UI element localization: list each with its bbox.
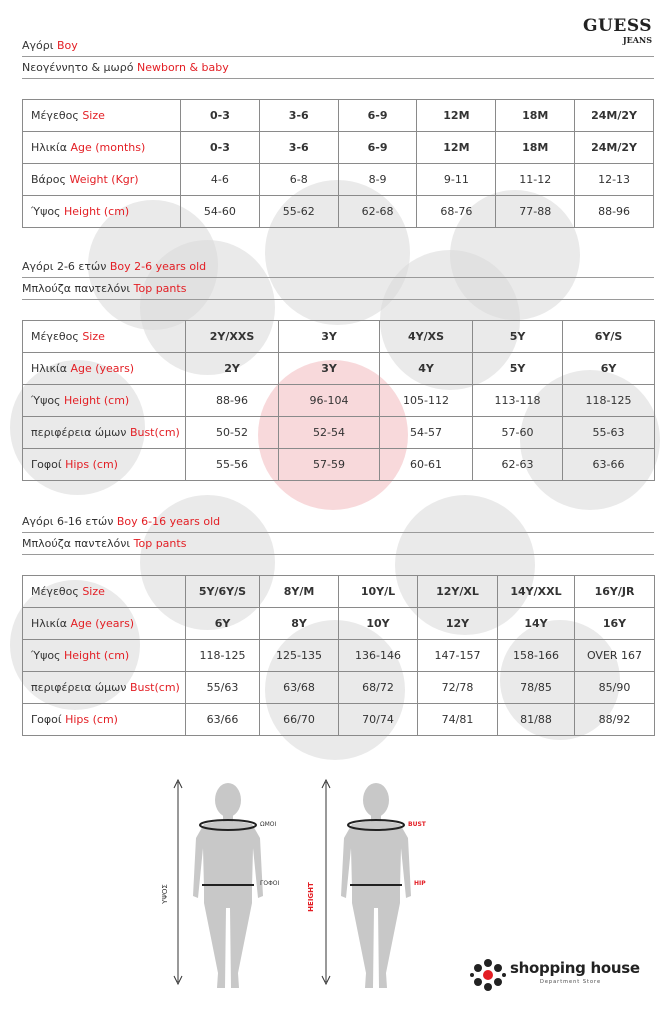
row-label	[23, 640, 186, 672]
table-cell: 68-76	[417, 196, 496, 228]
table-cell: 5Y/6Y/S	[186, 576, 260, 608]
table-cell: 63-66	[563, 449, 655, 481]
row-label-en: Height (cm)	[64, 394, 130, 407]
right-height-label: HEIGHT	[306, 882, 315, 912]
section3-subtitle	[22, 534, 654, 555]
table-cell: OVER 167	[575, 640, 655, 672]
row-label	[23, 100, 181, 132]
row-label-gr: Ηλικία	[31, 141, 71, 154]
table-cell: 8Y/M	[260, 576, 339, 608]
section1-subtitle	[22, 58, 654, 79]
table-row	[23, 196, 654, 228]
table-cell: 68/72	[339, 672, 418, 704]
flower-logo-icon	[468, 955, 508, 995]
table-cell: 66/70	[260, 704, 339, 736]
section2-subtitle	[22, 279, 654, 300]
table-cell: 9-11	[417, 164, 496, 196]
table-cell: 6Y/S	[563, 321, 655, 353]
table-cell: 74/81	[418, 704, 498, 736]
row-label-gr: Μέγεθος	[31, 109, 83, 122]
row-label-gr: Γοφοί	[31, 713, 66, 726]
table-cell: 12Y	[418, 608, 498, 640]
table-cell: 14Y	[498, 608, 575, 640]
table-cell: 62-68	[338, 196, 417, 228]
table-cell: 3Y	[279, 353, 380, 385]
table-cell: 62-63	[473, 449, 563, 481]
table-cell: 57-59	[279, 449, 380, 481]
row-label-gr: Βάρος	[31, 173, 70, 186]
table-cell: 16Y	[575, 608, 655, 640]
table-cell: 105-112	[380, 385, 473, 417]
row-label-gr: περιφέρεια ώμων	[31, 426, 130, 439]
row-label	[23, 704, 186, 736]
table-cell: 2Y/XXS	[186, 321, 279, 353]
section2-title	[22, 257, 654, 278]
section3-title-en: Boy 6-16 years old	[116, 515, 221, 528]
table-cell: 54-60	[181, 196, 260, 228]
table-cell: 88/92	[575, 704, 655, 736]
row-label	[23, 132, 181, 164]
right-hip-label: HIP	[414, 880, 426, 887]
left-bust-label: ΩΜΟΙ	[260, 821, 277, 828]
table-row	[23, 672, 655, 704]
table-cell: 10Y	[339, 608, 418, 640]
table-cell: 60-61	[380, 449, 473, 481]
row-label	[23, 196, 181, 228]
table-cell: 16Y/JR	[575, 576, 655, 608]
table-cell: 6-8	[259, 164, 338, 196]
table-cell: 63/66	[186, 704, 260, 736]
row-label-gr: Ύψος	[31, 205, 65, 218]
table-cell: 57-60	[473, 417, 563, 449]
table-cell: 6Y	[563, 353, 655, 385]
table-cell: 0-3	[181, 100, 260, 132]
table-row	[23, 321, 655, 353]
table-cell: 96-104	[279, 385, 380, 417]
row-label-en: Hips (cm)	[65, 713, 118, 726]
table-cell: 52-54	[279, 417, 380, 449]
section2-subtitle-en: Top pants	[133, 282, 187, 295]
brand-sub: Department Store	[540, 979, 602, 985]
table-cell: 4-6	[181, 164, 260, 196]
row-label	[23, 321, 186, 353]
left-kid-figure	[174, 780, 263, 988]
table-cell: 54-57	[380, 417, 473, 449]
section1-title-en: Boy	[56, 39, 78, 52]
table-cell: 2Y	[186, 353, 279, 385]
table-cell: 5Y	[473, 321, 563, 353]
row-label	[23, 353, 186, 385]
table-cell: 12-13	[575, 164, 654, 196]
shopping-house-logo	[468, 955, 658, 995]
row-label-en: Size	[82, 330, 105, 343]
table-cell: 6-9	[338, 132, 417, 164]
table-cell: 8Y	[260, 608, 339, 640]
table-cell: 12M	[417, 100, 496, 132]
row-label-en: Height (cm)	[64, 205, 130, 218]
row-label-en: Age (years)	[70, 617, 135, 630]
logo-sub: JEANS	[622, 35, 652, 45]
table-cell: 18M	[496, 132, 575, 164]
table-cell: 78/85	[498, 672, 575, 704]
table-cell: 70/74	[339, 704, 418, 736]
row-label-gr: Γοφοί	[31, 458, 66, 471]
row-label-en: Size	[82, 109, 105, 122]
table-cell: 50-52	[186, 417, 279, 449]
size-table-6-16	[22, 575, 655, 736]
table-cell: 55/63	[186, 672, 260, 704]
row-label-en: Hips (cm)	[65, 458, 118, 471]
row-label	[23, 417, 186, 449]
row-label-en: Age (years)	[70, 362, 135, 375]
table-cell: 113-118	[473, 385, 563, 417]
logo-brand: GUESS	[583, 16, 652, 36]
table-cell: 18M	[496, 100, 575, 132]
row-label	[23, 164, 181, 196]
row-label-gr: Ηλικία	[31, 362, 71, 375]
table-row	[23, 640, 655, 672]
table-cell: 147-157	[418, 640, 498, 672]
size-table-2-6	[22, 320, 655, 481]
table-cell: 4Y/XS	[380, 321, 473, 353]
table-cell: 88-96	[186, 385, 279, 417]
row-label-en: Bust(cm)	[129, 681, 180, 694]
table-cell: 63/68	[260, 672, 339, 704]
table-cell: 88-96	[575, 196, 654, 228]
table-cell: 10Y/L	[339, 576, 418, 608]
section1-title-gr: Αγόρι	[22, 39, 57, 52]
table-row	[23, 132, 654, 164]
table-row	[23, 385, 655, 417]
table-cell: 14Y/XXL	[498, 576, 575, 608]
row-label-gr: Μέγεθος	[31, 585, 83, 598]
table-cell: 3Y	[279, 321, 380, 353]
table-cell: 4Y	[380, 353, 473, 385]
left-hip-label: ΓΟΦΟΙ	[260, 880, 280, 887]
table-cell: 24M/2Y	[575, 132, 654, 164]
table-cell: 136-146	[339, 640, 418, 672]
row-label	[23, 385, 186, 417]
table-cell: 3-6	[259, 100, 338, 132]
section1-title	[22, 36, 654, 57]
table-cell: 85/90	[575, 672, 655, 704]
table-row	[23, 449, 655, 481]
section3-title-gr: Αγόρι 6-16 ετών	[22, 515, 117, 528]
row-label-en: Weight (Kgr)	[69, 173, 139, 186]
right-bust-label: BUST	[408, 821, 426, 828]
table-cell: 118-125	[186, 640, 260, 672]
row-label-gr: Ύψος	[31, 649, 65, 662]
section3-title	[22, 512, 654, 533]
table-cell: 12M	[417, 132, 496, 164]
row-label-gr: Ηλικία	[31, 617, 71, 630]
section1-subtitle-en: Newborn & baby	[136, 61, 229, 74]
section1-subtitle-gr: Νεογέννητο & μωρό	[22, 61, 137, 74]
brand-name: shopping house	[510, 959, 640, 977]
table-cell: 55-56	[186, 449, 279, 481]
table-row	[23, 576, 655, 608]
row-label-en: Height (cm)	[64, 649, 130, 662]
row-label	[23, 576, 186, 608]
row-label-en: Bust(cm)	[129, 426, 180, 439]
table-row	[23, 353, 655, 385]
table-cell: 55-63	[563, 417, 655, 449]
row-label	[23, 608, 186, 640]
section2-title-en: Boy 2-6 years old	[109, 260, 207, 273]
right-kid-figure	[322, 780, 411, 988]
table-cell: 6Y	[186, 608, 260, 640]
section3-subtitle-gr: Μπλούζα παντελόνι	[22, 537, 134, 550]
table-row	[23, 704, 655, 736]
table-cell: 5Y	[473, 353, 563, 385]
table-cell: 11-12	[496, 164, 575, 196]
left-height-label: ΥΨΟΣ	[160, 884, 169, 904]
section3-subtitle-en: Top pants	[133, 537, 187, 550]
section2-title-gr: Αγόρι 2-6 ετών	[22, 260, 110, 273]
table-cell: 77-88	[496, 196, 575, 228]
row-label	[23, 672, 186, 704]
row-label	[23, 449, 186, 481]
row-label-en: Age (months)	[70, 141, 146, 154]
table-cell: 8-9	[338, 164, 417, 196]
table-row	[23, 100, 654, 132]
table-cell: 24M/2Y	[575, 100, 654, 132]
table-row	[23, 417, 655, 449]
table-cell: 3-6	[259, 132, 338, 164]
table-cell: 158-166	[498, 640, 575, 672]
table-row	[23, 608, 655, 640]
table-cell: 0-3	[181, 132, 260, 164]
table-row	[23, 164, 654, 196]
row-label-en: Size	[82, 585, 105, 598]
table-cell: 125-135	[260, 640, 339, 672]
table-cell: 55-62	[259, 196, 338, 228]
table-cell: 6-9	[338, 100, 417, 132]
row-label-gr: περιφέρεια ώμων	[31, 681, 130, 694]
row-label-gr: Μέγεθος	[31, 330, 83, 343]
row-label-gr: Ύψος	[31, 394, 65, 407]
size-table-newborn	[22, 99, 654, 228]
section2-subtitle-gr: Μπλούζα παντελόνι	[22, 282, 134, 295]
table-cell: 72/78	[418, 672, 498, 704]
table-cell: 12Y/XL	[418, 576, 498, 608]
table-cell: 81/88	[498, 704, 575, 736]
table-cell: 118-125	[563, 385, 655, 417]
